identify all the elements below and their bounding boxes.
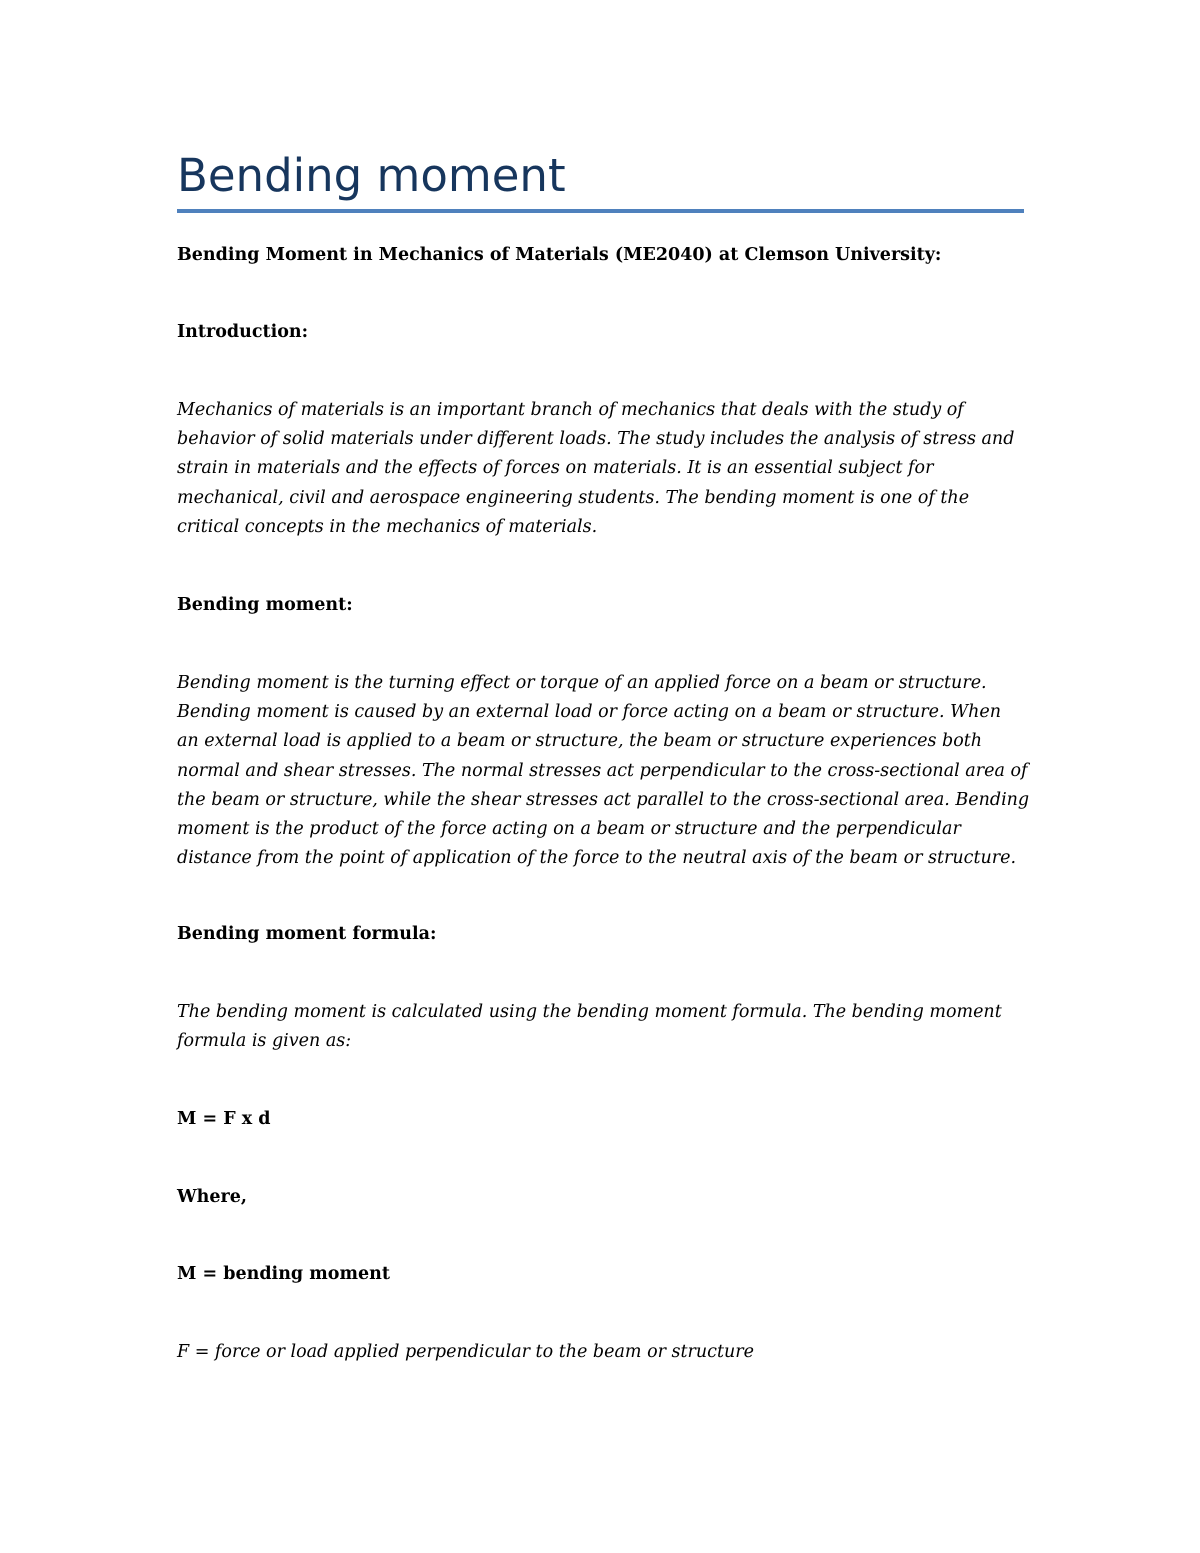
document-subtitle: Bending Moment in Mechanics of Materials (ME2040) at Clemson University: — [177, 245, 942, 265]
section-heading-bending-moment: Bending moment: — [177, 595, 353, 615]
paragraph-line: formula is given as: — [177, 1031, 352, 1052]
bending-moment-paragraph — [177, 669, 1030, 873]
section-heading-formula: Bending moment formula: — [177, 924, 437, 944]
definition-f: F = force or load applied perpendicular to the beam or structure — [177, 1342, 755, 1362]
paragraph-line: The bending moment is calculated using the bending moment formula. The bending moment — [177, 1002, 1002, 1022]
paragraph-line: behavior of solid materials under different loads. The study includes the analysis of stress and — [177, 429, 1015, 450]
paragraph-line: distance from the point of application of the force to the neutral axis of the beam or structure. — [177, 848, 1017, 869]
title-underline — [177, 209, 1024, 213]
paragraph-line: strain in materials and the effects of forces on materials. It is an essential subject for — [177, 458, 934, 479]
page-title: Bending moment — [177, 149, 566, 202]
paragraph-line: Bending moment is the turning effect or torque of an applied force on a beam or structure. — [177, 673, 987, 693]
paragraph-line: critical concepts in the mechanics of materials. — [177, 516, 598, 537]
where-label: Where, — [177, 1187, 247, 1207]
definition-m: M = bending moment — [177, 1264, 390, 1284]
paragraph-line: Bending moment is caused by an external load or force acting on a beam or structure. When — [177, 702, 1002, 723]
formula-paragraph — [177, 998, 1027, 1056]
paragraph-line: an external load is applied to a beam or structure, the beam or structure experiences both — [177, 731, 983, 752]
paragraph-line: normal and shear stresses. The normal stresses act perpendicular to the cross-sectional area of — [177, 760, 1028, 781]
section-heading-introduction: Introduction: — [177, 322, 309, 342]
paragraph-line: Mechanics of materials is an important branch of mechanics that deals with the study of — [177, 400, 964, 420]
paragraph-line: the beam or structure, while the shear stresses act parallel to the cross-sectional area. Bending — [177, 789, 1030, 810]
introduction-paragraph — [177, 396, 1027, 542]
formula: M = F x d — [177, 1109, 271, 1129]
paragraph-line: moment is the product of the force acting on a beam or structure and the perpendicular — [177, 819, 961, 840]
paragraph-line: mechanical, civil and aerospace engineering students. The bending moment is one of the — [177, 487, 970, 508]
